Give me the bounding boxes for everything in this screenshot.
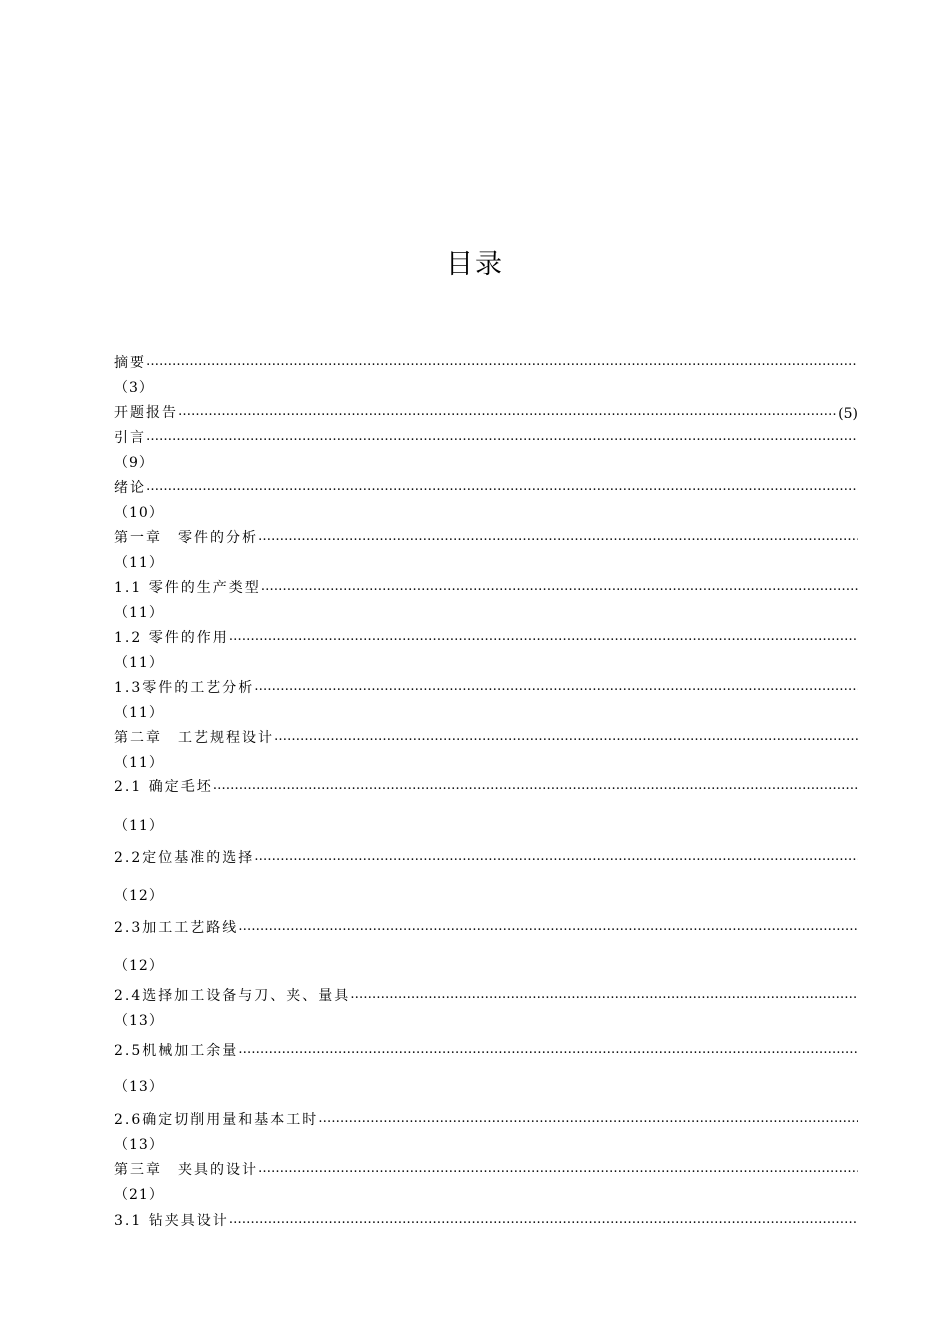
- dot-leader: [254, 847, 858, 867]
- toc-entry-label: 2.1 确定毛坯: [114, 779, 213, 795]
- toc-entry-page: （11）: [114, 605, 164, 621]
- dot-leader: [213, 776, 858, 796]
- toc-entry-page: （9）: [114, 455, 154, 471]
- dot-leader: [258, 1159, 858, 1179]
- toc-entry[interactable]: [114, 985, 858, 1005]
- dot-leader: [318, 1109, 858, 1129]
- toc-entry-label: 绪论: [114, 480, 146, 496]
- dot-leader: [238, 917, 858, 937]
- toc-entry[interactable]: [114, 527, 858, 547]
- toc-entry-label: 2.6确定切削用量和基本工时: [114, 1112, 319, 1128]
- toc-entry-page: （13）: [114, 1013, 164, 1029]
- toc-entry-label: 引言: [114, 430, 146, 446]
- toc-entry-label: 第二章 工艺规程设计: [114, 730, 274, 746]
- dot-leader: [229, 1210, 858, 1230]
- dot-leader: [254, 677, 858, 697]
- toc-entry-label: 第一章 零件的分析: [114, 530, 258, 546]
- toc-entry-page: （3）: [114, 380, 154, 396]
- toc-entry-page: （11）: [114, 655, 164, 671]
- toc-entry[interactable]: [114, 847, 858, 867]
- toc-entry[interactable]: [114, 577, 858, 597]
- toc-entry[interactable]: [114, 1210, 858, 1230]
- toc-entry-label: 1.1 零件的生产类型: [114, 580, 261, 596]
- toc-entry-label: 3.1 钻夹具设计: [114, 1213, 229, 1229]
- toc-entry-label: 摘要: [114, 355, 146, 371]
- dot-leader: [146, 427, 858, 447]
- toc-entry[interactable]: [114, 352, 858, 372]
- toc-entry[interactable]: [114, 917, 858, 937]
- toc-entry-label: 1.3零件的工艺分析: [114, 680, 255, 696]
- dot-leader: [238, 1040, 858, 1060]
- toc-entry[interactable]: [114, 402, 858, 422]
- toc-entry-label: 2.4选择加工设备与刀、夹、量具: [114, 988, 351, 1004]
- page-title: 目录: [446, 249, 504, 280]
- toc-entry-page: （11）: [114, 755, 164, 771]
- dot-leader: [261, 577, 858, 597]
- toc-entry-page: (5): [838, 406, 858, 422]
- toc-entry-label: 1.2 零件的作用: [114, 630, 229, 646]
- toc-entry[interactable]: [114, 427, 858, 447]
- dot-leader: [258, 527, 858, 547]
- dot-leader: [274, 727, 858, 747]
- toc-entry-page: （10）: [114, 505, 164, 521]
- toc-entry[interactable]: [114, 477, 858, 497]
- toc-entry-page: （12）: [114, 958, 164, 974]
- toc-entry-label: 开题报告: [114, 405, 178, 421]
- toc-entry-page: （13）: [114, 1137, 164, 1153]
- toc-entry[interactable]: [114, 1109, 858, 1129]
- dot-leader: [229, 627, 858, 647]
- toc-entry-page: （11）: [114, 555, 164, 571]
- toc-entry-label: 2.3加工工艺路线: [114, 920, 239, 936]
- dot-leader: [146, 352, 858, 372]
- dot-leader: [350, 985, 858, 1005]
- toc-entry-label: 2.5机械加工余量: [114, 1043, 239, 1059]
- toc-entry[interactable]: [114, 1159, 858, 1179]
- toc-entry[interactable]: [114, 677, 858, 697]
- dot-leader: [178, 402, 838, 422]
- toc-entry-page: （11）: [114, 705, 164, 721]
- toc-entry[interactable]: [114, 1040, 858, 1060]
- toc-entry[interactable]: [114, 727, 858, 747]
- toc-entry-label: 第三章 夹具的设计: [114, 1162, 258, 1178]
- toc-entry-page: （12）: [114, 888, 164, 904]
- toc-entry-page: （21）: [114, 1187, 164, 1203]
- toc-entry-page: （11）: [114, 818, 164, 834]
- dot-leader: [146, 477, 858, 497]
- toc-entry[interactable]: [114, 776, 858, 796]
- toc-entry-page: （13）: [114, 1079, 164, 1095]
- toc-entry[interactable]: [114, 627, 858, 647]
- toc-entry-label: 2.2定位基准的选择: [114, 850, 255, 866]
